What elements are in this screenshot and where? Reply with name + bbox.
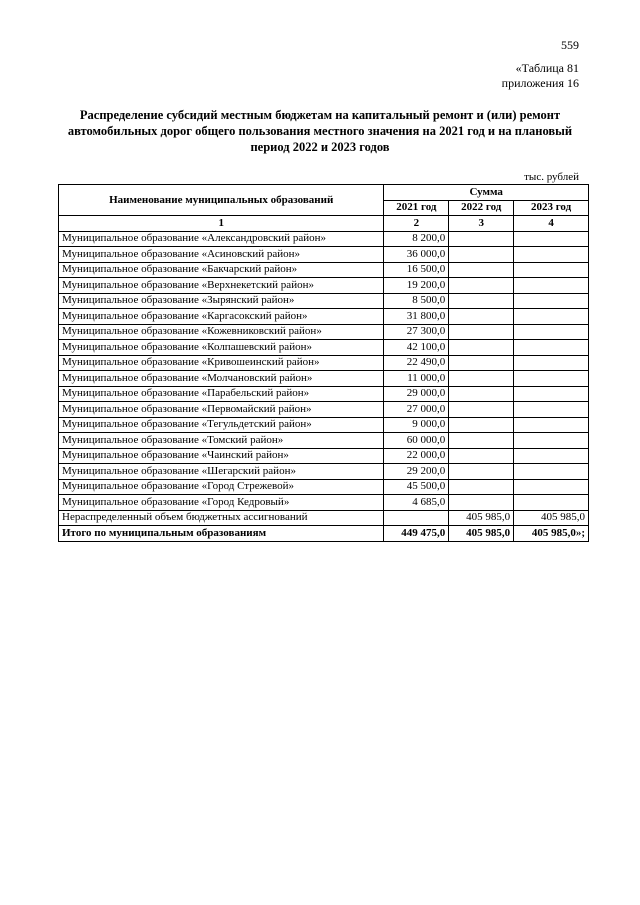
value-2021: 16 500,0 [384,262,449,278]
value-2022 [449,448,514,464]
municipality-name: Муниципальное образование «Парабельский район» [59,386,384,402]
value-2022 [449,278,514,294]
value-2023 [514,371,589,387]
table-row [59,495,589,511]
municipality-name: Муниципальное образование «Первомайский район» [59,402,384,418]
table-row [59,479,589,495]
table-reference [502,61,579,91]
value-2021: 9 000,0 [384,417,449,433]
value-2023 [514,262,589,278]
subsidy-table [58,184,589,542]
value-2022 [449,386,514,402]
value-2021: 27 300,0 [384,324,449,340]
municipality-name: Муниципальное образование «Город Стрежевой» [59,479,384,495]
total-row [59,526,589,542]
value-2022 [449,402,514,418]
value-2023 [514,402,589,418]
municipality-name: Муниципальное образование «Тегульдетский район» [59,417,384,433]
value-2022 [449,495,514,511]
header-2022: 2022 год [449,200,514,216]
value-2022 [449,417,514,433]
table-row [59,231,589,247]
value-2022 [449,262,514,278]
table-row [59,309,589,325]
municipality-name: Муниципальное образование «Кривошеинский район» [59,355,384,371]
table-row [59,386,589,402]
header-name-col: Наименование муниципальных образований [59,185,384,216]
value-2021: 22 000,0 [384,448,449,464]
table-body [59,231,589,526]
total-2022: 405 985,0 [449,526,514,542]
value-2023 [514,417,589,433]
value-2021: 8 500,0 [384,293,449,309]
units-label: тыс. рублей [524,171,579,183]
table-row [59,510,589,526]
value-2021: 19 200,0 [384,278,449,294]
value-2022 [449,433,514,449]
total-2021: 449 475,0 [384,526,449,542]
municipality-name: Муниципальное образование «Чаинский район» [59,448,384,464]
page-number: 559 [561,38,579,52]
municipality-name: Муниципальное образование «Молчановский район» [59,371,384,387]
value-2022 [449,340,514,356]
value-2021: 4 685,0 [384,495,449,511]
value-2023 [514,278,589,294]
document-title: Распределение субсидий местным бюджетам на капитальный ремонт и (или) ремонт автомобильных дорог общего пользования местного значения на 2021 год и на плановый период 2022 и 2023 годов [67,108,573,154]
value-2023 [514,355,589,371]
value-2021: 45 500,0 [384,479,449,495]
value-2021: 29 200,0 [384,464,449,480]
value-2022 [449,355,514,371]
value-2021: 60 000,0 [384,433,449,449]
value-2022 [449,231,514,247]
value-2021: 8 200,0 [384,231,449,247]
value-2023 [514,448,589,464]
municipality-name: Муниципальное образование «Зырянский район» [59,293,384,309]
value-2023 [514,324,589,340]
municipality-name: Муниципальное образование «Бакчарский район» [59,262,384,278]
value-2023 [514,293,589,309]
value-2023 [514,231,589,247]
value-2021: 31 800,0 [384,309,449,325]
value-2022: 405 985,0 [449,510,514,526]
table-row [59,247,589,263]
table-ref-line1: «Таблица 81 [515,61,579,75]
table-row [59,371,589,387]
municipality-name: Муниципальное образование «Шегарский район» [59,464,384,480]
header-2023: 2023 год [514,200,589,216]
municipality-name: Муниципальное образование «Асиновский район» [59,247,384,263]
value-2022 [449,479,514,495]
value-2021: 11 000,0 [384,371,449,387]
column-index-3: 3 [449,216,514,232]
value-2022 [449,247,514,263]
value-2021 [384,510,449,526]
value-2022 [449,371,514,387]
municipality-name: Муниципальное образование «Город Кедровый» [59,495,384,511]
value-2022 [449,293,514,309]
municipality-name: Муниципальное образование «Кожевниковский район» [59,324,384,340]
value-2022 [449,464,514,480]
column-index-2: 2 [384,216,449,232]
municipality-name: Нераспределенный объем бюджетных ассигнований [59,510,384,526]
total-2023: 405 985,0»; [514,526,589,542]
value-2021: 27 000,0 [384,402,449,418]
value-2023 [514,479,589,495]
municipality-name: Муниципальное образование «Колпашевский район» [59,340,384,356]
total-label: Итого по муниципальным образованиям [59,526,384,542]
table-row [59,340,589,356]
value-2021: 42 100,0 [384,340,449,356]
table-row [59,278,589,294]
municipality-name: Муниципальное образование «Александровский район» [59,231,384,247]
value-2023 [514,386,589,402]
table-row [59,355,589,371]
value-2021: 36 000,0 [384,247,449,263]
value-2021: 29 000,0 [384,386,449,402]
value-2021: 22 490,0 [384,355,449,371]
table-row [59,417,589,433]
value-2023: 405 985,0 [514,510,589,526]
table-row [59,293,589,309]
value-2023 [514,433,589,449]
table-row [59,448,589,464]
value-2023 [514,309,589,325]
value-2023 [514,340,589,356]
table-row [59,402,589,418]
municipality-name: Муниципальное образование «Каргасокский район» [59,309,384,325]
value-2023 [514,464,589,480]
header-sum: Сумма [384,185,589,201]
column-index-1: 1 [59,216,384,232]
municipality-name: Муниципальное образование «Верхнекетский район» [59,278,384,294]
value-2023 [514,495,589,511]
column-index-4: 4 [514,216,589,232]
table-ref-line2: приложения 16 [501,76,579,90]
table-row [59,433,589,449]
table-row [59,262,589,278]
value-2023 [514,247,589,263]
table-row [59,324,589,340]
header-2021: 2021 год [384,200,449,216]
value-2022 [449,309,514,325]
table-row [59,464,589,480]
municipality-name: Муниципальное образование «Томский район» [59,433,384,449]
value-2022 [449,324,514,340]
